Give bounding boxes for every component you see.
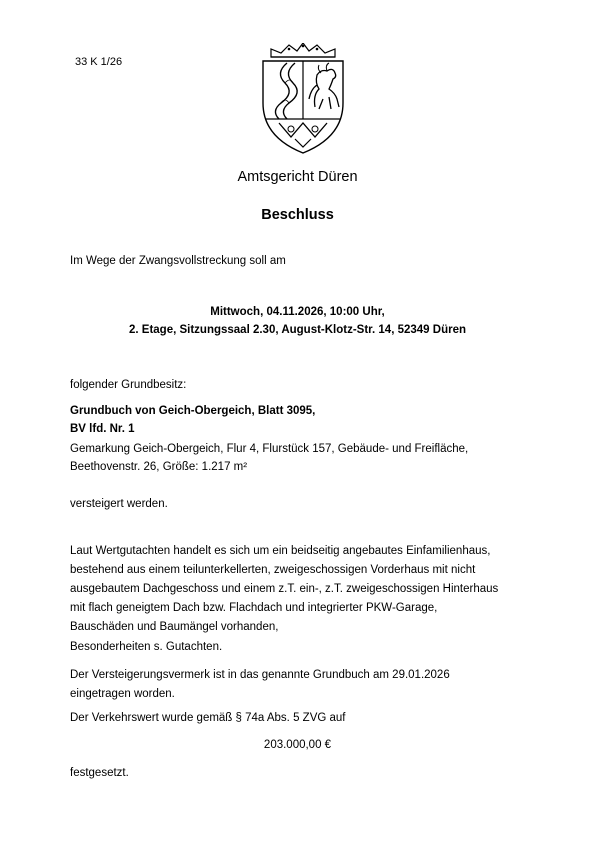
property-description-line1: Gemarkung Geich-Obergeich, Flur 4, Flurstück 157, Gebäude- und Freifläche, bbox=[70, 443, 469, 455]
appraisal-line: mit flach geneigtem Dach bzw. Flachdach und integrierter PKW-Garage, bbox=[70, 602, 438, 614]
property-intro: folgender Grundbesitz: bbox=[70, 379, 187, 391]
appraisal-line: ausgebautem Dachgeschoss und einem z.T. ein-, z.T. zweigeschossigen Hinterhaus bbox=[70, 583, 499, 595]
entry-note-line: eingetragen worden. bbox=[70, 688, 175, 700]
appraisal-line: Bauschäden und Baumängel vorhanden, bbox=[70, 621, 279, 633]
market-value-intro: Der Verkehrswert wurde gemäß § 74a Abs. 5 ZVG auf bbox=[70, 712, 346, 724]
appointment-date: Mittwoch, 04.11.2026, 10:00 Uhr, bbox=[210, 306, 385, 318]
court-name: Amtsgericht Düren bbox=[237, 169, 358, 185]
appraisal-paragraph bbox=[70, 542, 498, 637]
auctioned-text: versteigert werden. bbox=[70, 498, 168, 510]
appraisal-line: bestehend aus einem teilunterkellerten, zweigeschossigen Vorderhaus mit nicht bbox=[70, 564, 476, 576]
file-reference: 33 K 1/26 bbox=[75, 56, 123, 68]
appraisal-line: Laut Wertgutachten handelt es sich um ein beidseitig angebautes Einfamilienhaus, bbox=[70, 545, 491, 557]
coat-of-arms-emblem bbox=[257, 43, 349, 155]
property-description-line2: Beethovenstr. 26, Größe: 1.217 m² bbox=[70, 461, 248, 473]
special-features: Besonderheiten s. Gutachten. bbox=[70, 641, 223, 653]
intro-text: Im Wege der Zwangsvollstreckung soll am bbox=[70, 255, 286, 267]
fixed-text: festgesetzt. bbox=[70, 767, 129, 779]
appointment-place: 2. Etage, Sitzungssaal 2.30, August-Klotz-Str. 14, 52349 Düren bbox=[128, 324, 466, 336]
document-title: Beschluss bbox=[261, 207, 334, 223]
market-value-amount: 203.000,00 € bbox=[263, 739, 332, 751]
bv-number: BV lfd. Nr. 1 bbox=[70, 423, 135, 435]
entry-note bbox=[70, 666, 450, 704]
land-register: Grundbuch von Geich-Obergeich, Blatt 3095, bbox=[70, 405, 316, 417]
entry-note-line: Der Versteigerungsvermerk ist in das genannte Grundbuch am 29.01.2026 bbox=[70, 669, 450, 681]
